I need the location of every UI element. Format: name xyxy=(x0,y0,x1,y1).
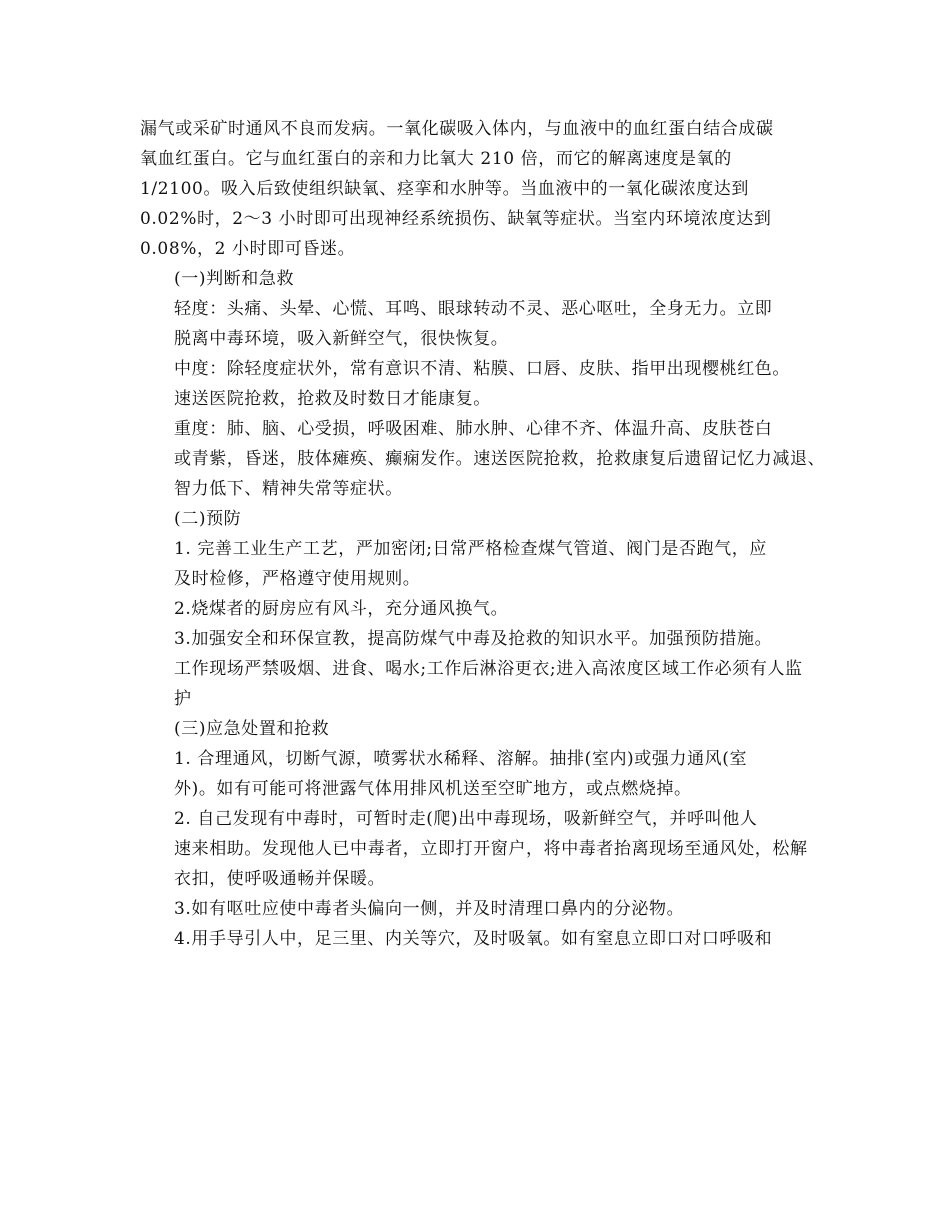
paragraph xyxy=(140,714,816,744)
text-line: (三)应急处置和抢救 xyxy=(174,719,330,739)
text-line: 速送医院抢救，抢救及时数日才能康复。 xyxy=(174,389,491,409)
text-line: 1/2100。吸入后致使组织缺氧、痉挛和水肿等。当血液中的一氧化碳浓度达到 xyxy=(140,179,750,199)
text-line: 或青紫，昏迷，肢体瘫痪、癫痫发作。速送医院抢救，抢救康复后遗留记忆力减退、 xyxy=(174,449,826,469)
text-line: 1. 完善工业生产工艺，严加密闭;日常严格检查煤气管道、阀门是否跑气，应 xyxy=(174,539,767,559)
text-line: 0.08%，2 小时即可昏迷。 xyxy=(140,239,356,259)
text-line: 3.加强安全和环保宣教，提高防煤气中毒及抢救的知识水平。加强预防措施。 xyxy=(174,629,773,649)
text-line: 护 xyxy=(174,689,192,709)
paragraph xyxy=(140,744,816,804)
text-line: 速来相助。发现他人已中毒者，立即打开窗户，将中毒者抬离现场至通风处，松解 xyxy=(174,839,808,859)
paragraph xyxy=(140,924,816,954)
text-line: 衣扣，使呼吸通畅并保暖。 xyxy=(174,869,386,889)
paragraph xyxy=(140,894,816,924)
paragraph xyxy=(140,534,816,594)
paragraph xyxy=(140,264,816,294)
paragraph xyxy=(140,624,816,714)
text-line: 2.烧煤者的厨房应有风斗，充分通风换气。 xyxy=(174,599,509,619)
paragraph xyxy=(140,114,816,264)
text-line: 外)。如有可能可将泄露气体用排风机送至空旷地方，或点燃烧掉。 xyxy=(174,779,692,799)
text-line: 0.02%时，2～3 小时即可出现神经系统损伤、缺氧等症状。当室内环境浓度达到 xyxy=(140,209,772,229)
paragraph xyxy=(140,414,826,504)
text-line: 2. 自己发现有中毒时，可暂时走(爬)出中毒现场，吸新鲜空气，并呼叫他人 xyxy=(174,809,758,829)
paragraph xyxy=(140,504,816,534)
paragraph xyxy=(140,294,816,354)
text-line: (一)判断和急救 xyxy=(174,269,295,289)
paragraph xyxy=(140,354,816,414)
document-body xyxy=(140,114,826,954)
text-line: 脱离中毒环境，吸入新鲜空气，很快恢复。 xyxy=(174,329,509,349)
text-line: 漏气或采矿时通风不良而发病。一氧化碳吸入体内，与血液中的血红蛋白结合成碳 xyxy=(140,119,774,139)
text-line: 中度：除轻度症状外，常有意识不清、粘膜、口唇、皮肤、指甲出现樱桃红色。 xyxy=(174,359,790,379)
text-line: 氧血红蛋白。它与血红蛋白的亲和力比氧大 210 倍，而它的解离速度是氧的 xyxy=(140,149,732,169)
text-line: 工作现场严禁吸烟、进食、喝水;工作后淋浴更衣;进入高浓度区域工作必须有人监 xyxy=(174,659,803,679)
text-line: 4.用手导引人中，足三里、内关等穴，及时吸氧。如有窒息立即口对口呼吸和 xyxy=(174,929,773,949)
text-line: 3.如有呕吐应使中毒者头偏向一侧，并及时清理口鼻内的分泌物。 xyxy=(174,899,685,919)
text-line: 及时检修，严格遵守使用规则。 xyxy=(174,569,421,589)
paragraph xyxy=(140,804,816,894)
text-line: 重度：肺、脑、心受损，呼吸困难、肺水肿、心律不齐、体温升高、皮肤苍白 xyxy=(174,419,773,439)
text-line: 1. 合理通风，切断气源，喷雾状水稀释、溶解。抽排(室内)或强力通风(室 xyxy=(174,749,748,769)
paragraph xyxy=(140,594,816,624)
text-line: 智力低下、精神失常等症状。 xyxy=(174,479,403,499)
text-line: 轻度：头痛、头晕、心慌、耳鸣、眼球转动不灵、恶心呕吐，全身无力。立即 xyxy=(174,299,773,319)
text-line: (二)预防 xyxy=(174,509,242,529)
